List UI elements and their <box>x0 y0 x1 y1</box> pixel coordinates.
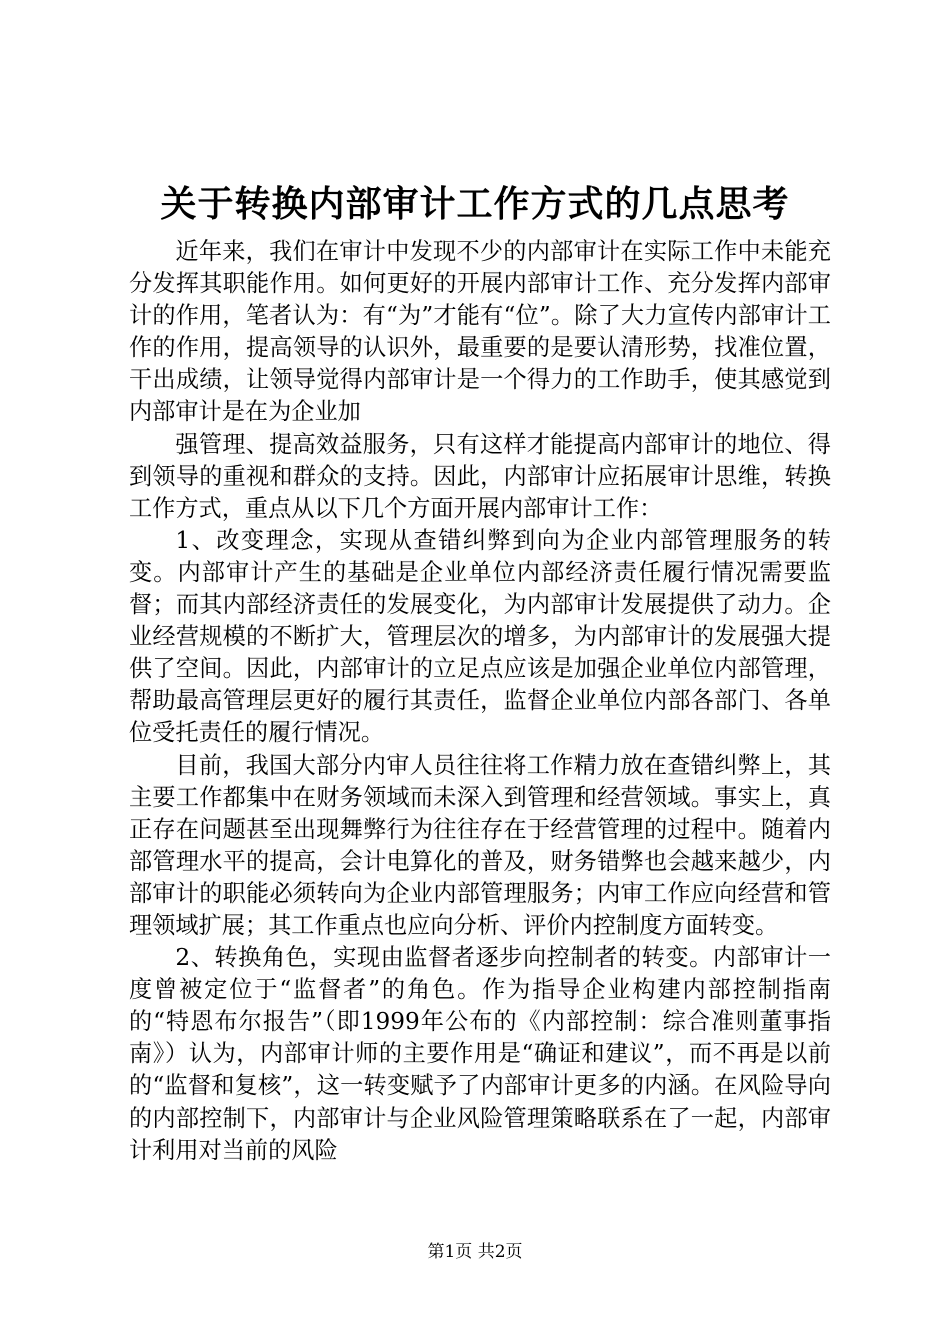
paragraph-point-2: 2、转换角色，实现由监督者逐步向控制者的转变。内部审计一度曾被定位于“监督者”的角色。作为指导企业构建内部控制指南的“特恩布尔报告”（即1999年公布的《内部控制：综合准则董事指南》）认为，内部审计师的主要作用是“确证和建议”，而不再是以前的“监督和复核”，这一转变赋予了内部审计更多的内涵。在风险导向的内部控制下，内部审计与企业风险管理策略联系在了一起，内部审计利用对当前的风险 <box>129 944 831 1164</box>
page-number-footer: 第1页 共2页 <box>427 1242 523 1262</box>
document-title: 关于转换内部审计工作方式的几点思考 <box>160 183 790 225</box>
document-body <box>129 236 831 1167</box>
paragraph-point-1: 1、改变理念，实现从查错纠弊到向为企业内部管理服务的转变。内部审计产生的基础是企业单位内部经济责任履行情况需要监督；而其内部经济责任的发展变化，为内部审计发展提供了动力。企业经营规模的不断扩大，管理层次的增多，为内部审计的发展强大提供了空间。因此，内部审计的立足点应该是加强企业单位内部管理，帮助最高管理层更好的履行其责任，监督企业单位内部各部门、各单位受托责任的履行情况。 <box>129 526 831 747</box>
paragraph-current-situation: 目前，我国大部分内审人员往往将工作精力放在查错纠弊上，其主要工作都集中在财务领域而未深入到管理和经营领域。事实上，真正存在问题甚至出现舞弊行为往往存在于经营管理的过程中。随着内部管理水平的提高，会计电算化的普及，财务错弊也会越来越少，内部审计的职能必须转向为企业内部管理服务；内审工作应向经营和管理领域扩展；其工作重点也应向分析、评价内控制度方面转变。 <box>129 751 831 939</box>
paragraph-continuation: 强管理、提高效益服务，只有这样才能提高内部审计的地位、得到领导的重视和群众的支持。因此，内部审计应拓展审计思维，转换工作方式，重点从以下几个方面开展内部审计工作： <box>129 430 831 522</box>
paragraph-intro: 近年来，我们在审计中发现不少的内部审计在实际工作中未能充分发挥其职能作用。如何更好的开展内部审计工作、充分发挥内部审计的作用，笔者认为：有“为”才能有“位”。除了大力宣传内部审计工作的作用，提高领导的认识外，最重要的是要认清形势，找准位置，干出成绩，让领导觉得内部审计是一个得力的工作助手，使其感觉到内部审计是在为企业加 <box>129 238 831 426</box>
